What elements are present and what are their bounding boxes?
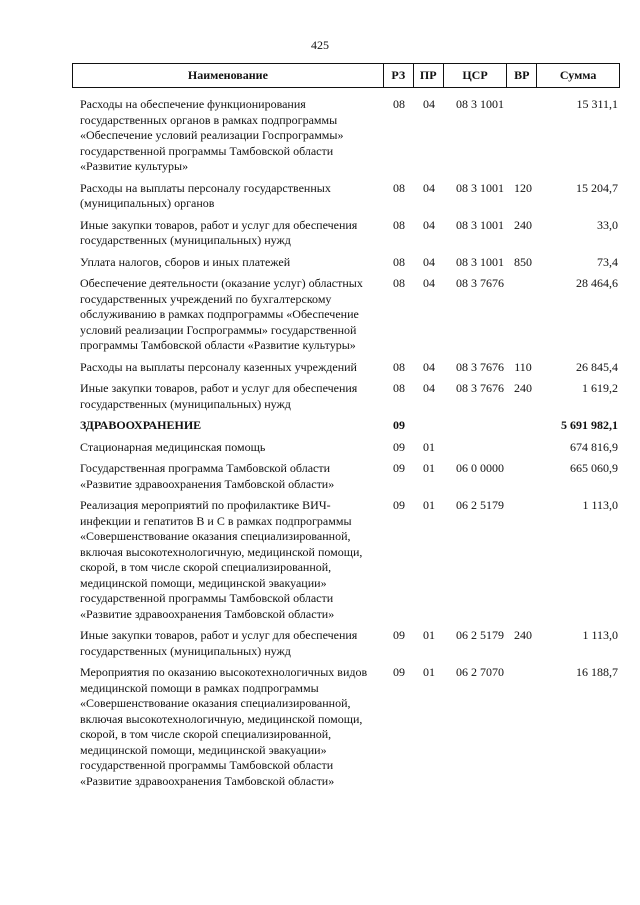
row-pr: 01 — [423, 461, 435, 475]
row-csr — [444, 418, 508, 434]
row-sum: 28 464,6 — [576, 276, 618, 290]
row-vr — [508, 665, 538, 789]
row-name: Расходы на выплаты персоналу государственных (муниципальных) органов — [80, 180, 331, 210]
row-sum: 15 311,1 — [576, 97, 618, 111]
row-rz: 09 — [393, 665, 405, 679]
row-csr: 06 2 5179 — [456, 498, 504, 512]
row-vr: 240 — [514, 381, 532, 395]
table-row — [72, 628, 620, 659]
table-row — [72, 181, 620, 212]
column-header-name: Наименование — [73, 64, 384, 87]
row-vr: 120 — [514, 180, 532, 195]
row-pr: 04 — [423, 359, 435, 374]
row-pr — [414, 418, 444, 434]
column-header-vr: ВР — [507, 64, 537, 87]
row-csr — [444, 440, 508, 456]
row-csr: 08 3 1001 — [456, 180, 504, 195]
row-csr: 06 2 7070 — [456, 665, 504, 679]
row-vr: 110 — [514, 359, 532, 374]
row-pr: 04 — [423, 180, 435, 195]
row-name: ЗДРАВООХРАНЕНИЕ — [80, 418, 202, 432]
column-header-csr: ЦСР — [444, 64, 508, 87]
row-sum: 16 188,7 — [576, 665, 618, 679]
page-number: 425 — [311, 38, 329, 52]
row-csr: 08 3 7676 — [456, 276, 504, 290]
table-row — [72, 498, 620, 622]
row-pr: 04 — [423, 276, 435, 290]
row-name: Иные закупки товаров, работ и услуг для обеспечения государственных (муниципальных) нужд — [80, 217, 358, 247]
row-vr — [508, 440, 538, 456]
row-csr: 08 3 1001 — [456, 217, 504, 232]
row-rz: 08 — [393, 217, 405, 232]
table-row — [72, 276, 620, 354]
row-name: Реализация мероприятий по профилактике ВИЧ-инфекции и гепатитов В и С в рамках подпрограммы «Совершенствование оказания специализированной, включая высокотехнологичную, медицинской помощи, скорой, в том числе скорой специализированной, медицинской помощи, медицинской эвакуации» государственной программы Тамбовской области «Развитие здравоохранения Тамбовской области» — [80, 498, 363, 621]
row-name: Мероприятия по оказанию высокотехнологичных видов медицинской помощи в рамках подпрограммы «Совершенствование оказания специализированной, включая высокотехнологичную, медицинской помощи, скорой, в том числе скорой специализированной, медицинской помощи, медицинской эвакуации» государственной программы Тамбовской области «Развитие здравоохранения Тамбовской области» — [80, 665, 368, 788]
row-rz: 08 — [393, 180, 405, 195]
table-row — [72, 440, 620, 456]
row-name: Иные закупки товаров, работ и услуг для обеспечения государственных (муниципальных) нужд — [80, 628, 358, 658]
row-csr: 08 3 1001 — [456, 97, 504, 111]
row-name: Обеспечение деятельности (оказание услуг) областных государственных учреждений по бухгалтерскому обслуживанию в рамках подпрограммы «Обеспечение условий реализации Госпрограммы» государственной программы Тамбовской области «Развитие культуры» — [80, 276, 363, 352]
row-pr: 01 — [423, 498, 435, 512]
table-row — [72, 360, 620, 376]
row-vr — [508, 276, 538, 354]
row-vr: 240 — [514, 217, 532, 232]
row-rz: 08 — [393, 276, 405, 290]
row-sum: 15 204,7 — [576, 180, 618, 195]
row-name: Расходы на выплаты персоналу казенных учреждений — [80, 359, 357, 374]
row-rz: 08 — [393, 359, 405, 374]
row-name: Расходы на обеспечение функционирования государственных органов в рамках подпрограммы «Обеспечение условий реализации Госпрограммы» государственной программы Тамбовской области «Развитие культуры» — [80, 97, 344, 173]
row-name: Уплата налогов, сборов и иных платежей — [80, 254, 291, 269]
table-row — [72, 461, 620, 492]
row-sum: 26 845,4 — [576, 359, 618, 374]
row-sum: 674 816,9 — [570, 439, 618, 454]
row-rz: 08 — [393, 381, 405, 395]
column-header-rz: РЗ — [384, 64, 414, 87]
section-row — [72, 418, 620, 434]
row-rz: 09 — [393, 439, 405, 454]
column-header-sum: Сумма — [559, 68, 597, 82]
row-sum: 1 619,2 — [582, 381, 618, 395]
row-rz: 09 — [393, 461, 405, 475]
row-rz: 09 — [393, 498, 405, 512]
row-pr: 04 — [423, 381, 435, 395]
row-pr: 01 — [423, 665, 435, 679]
row-pr: 01 — [423, 439, 435, 454]
row-sum: 73,4 — [597, 254, 618, 269]
row-pr: 04 — [423, 217, 435, 232]
row-rz: 08 — [393, 97, 405, 111]
row-vr — [508, 97, 538, 175]
row-vr: 240 — [514, 628, 532, 642]
table-row — [72, 665, 620, 789]
row-pr: 04 — [423, 97, 435, 111]
row-name: Стационарная медицинская помощь — [80, 439, 266, 454]
row-rz: 09 — [393, 628, 405, 642]
row-csr: 08 3 7676 — [456, 381, 504, 395]
row-rz: 08 — [393, 254, 405, 269]
row-vr — [508, 461, 538, 492]
row-sum: 1 113,0 — [582, 628, 618, 642]
row-vr: 850 — [514, 254, 532, 269]
row-csr: 06 2 5179 — [456, 628, 504, 642]
row-csr: 08 3 7676 — [456, 359, 504, 374]
row-sum: 665 060,9 — [570, 461, 618, 475]
table-row — [72, 255, 620, 271]
row-pr: 01 — [423, 628, 435, 642]
row-csr: 06 0 0000 — [456, 461, 504, 475]
column-header-pr: ПР — [414, 64, 444, 87]
table-body — [72, 97, 620, 795]
row-rz: 09 — [393, 418, 405, 432]
row-name: Государственная программа Тамбовской области «Развитие здравоохранения Тамбовской области» — [80, 461, 335, 491]
table-row — [72, 381, 620, 412]
row-pr: 04 — [423, 254, 435, 269]
row-sum: 5 691 982,1 — [561, 418, 618, 432]
row-name: Иные закупки товаров, работ и услуг для обеспечения государственных (муниципальных) нужд — [80, 381, 358, 411]
row-vr — [508, 498, 538, 622]
row-sum: 1 113,0 — [582, 498, 618, 512]
table-header — [72, 63, 620, 88]
table-row — [72, 97, 620, 175]
row-vr — [508, 418, 538, 434]
row-sum: 33,0 — [597, 217, 618, 232]
table-row — [72, 218, 620, 249]
row-csr: 08 3 1001 — [456, 254, 504, 269]
